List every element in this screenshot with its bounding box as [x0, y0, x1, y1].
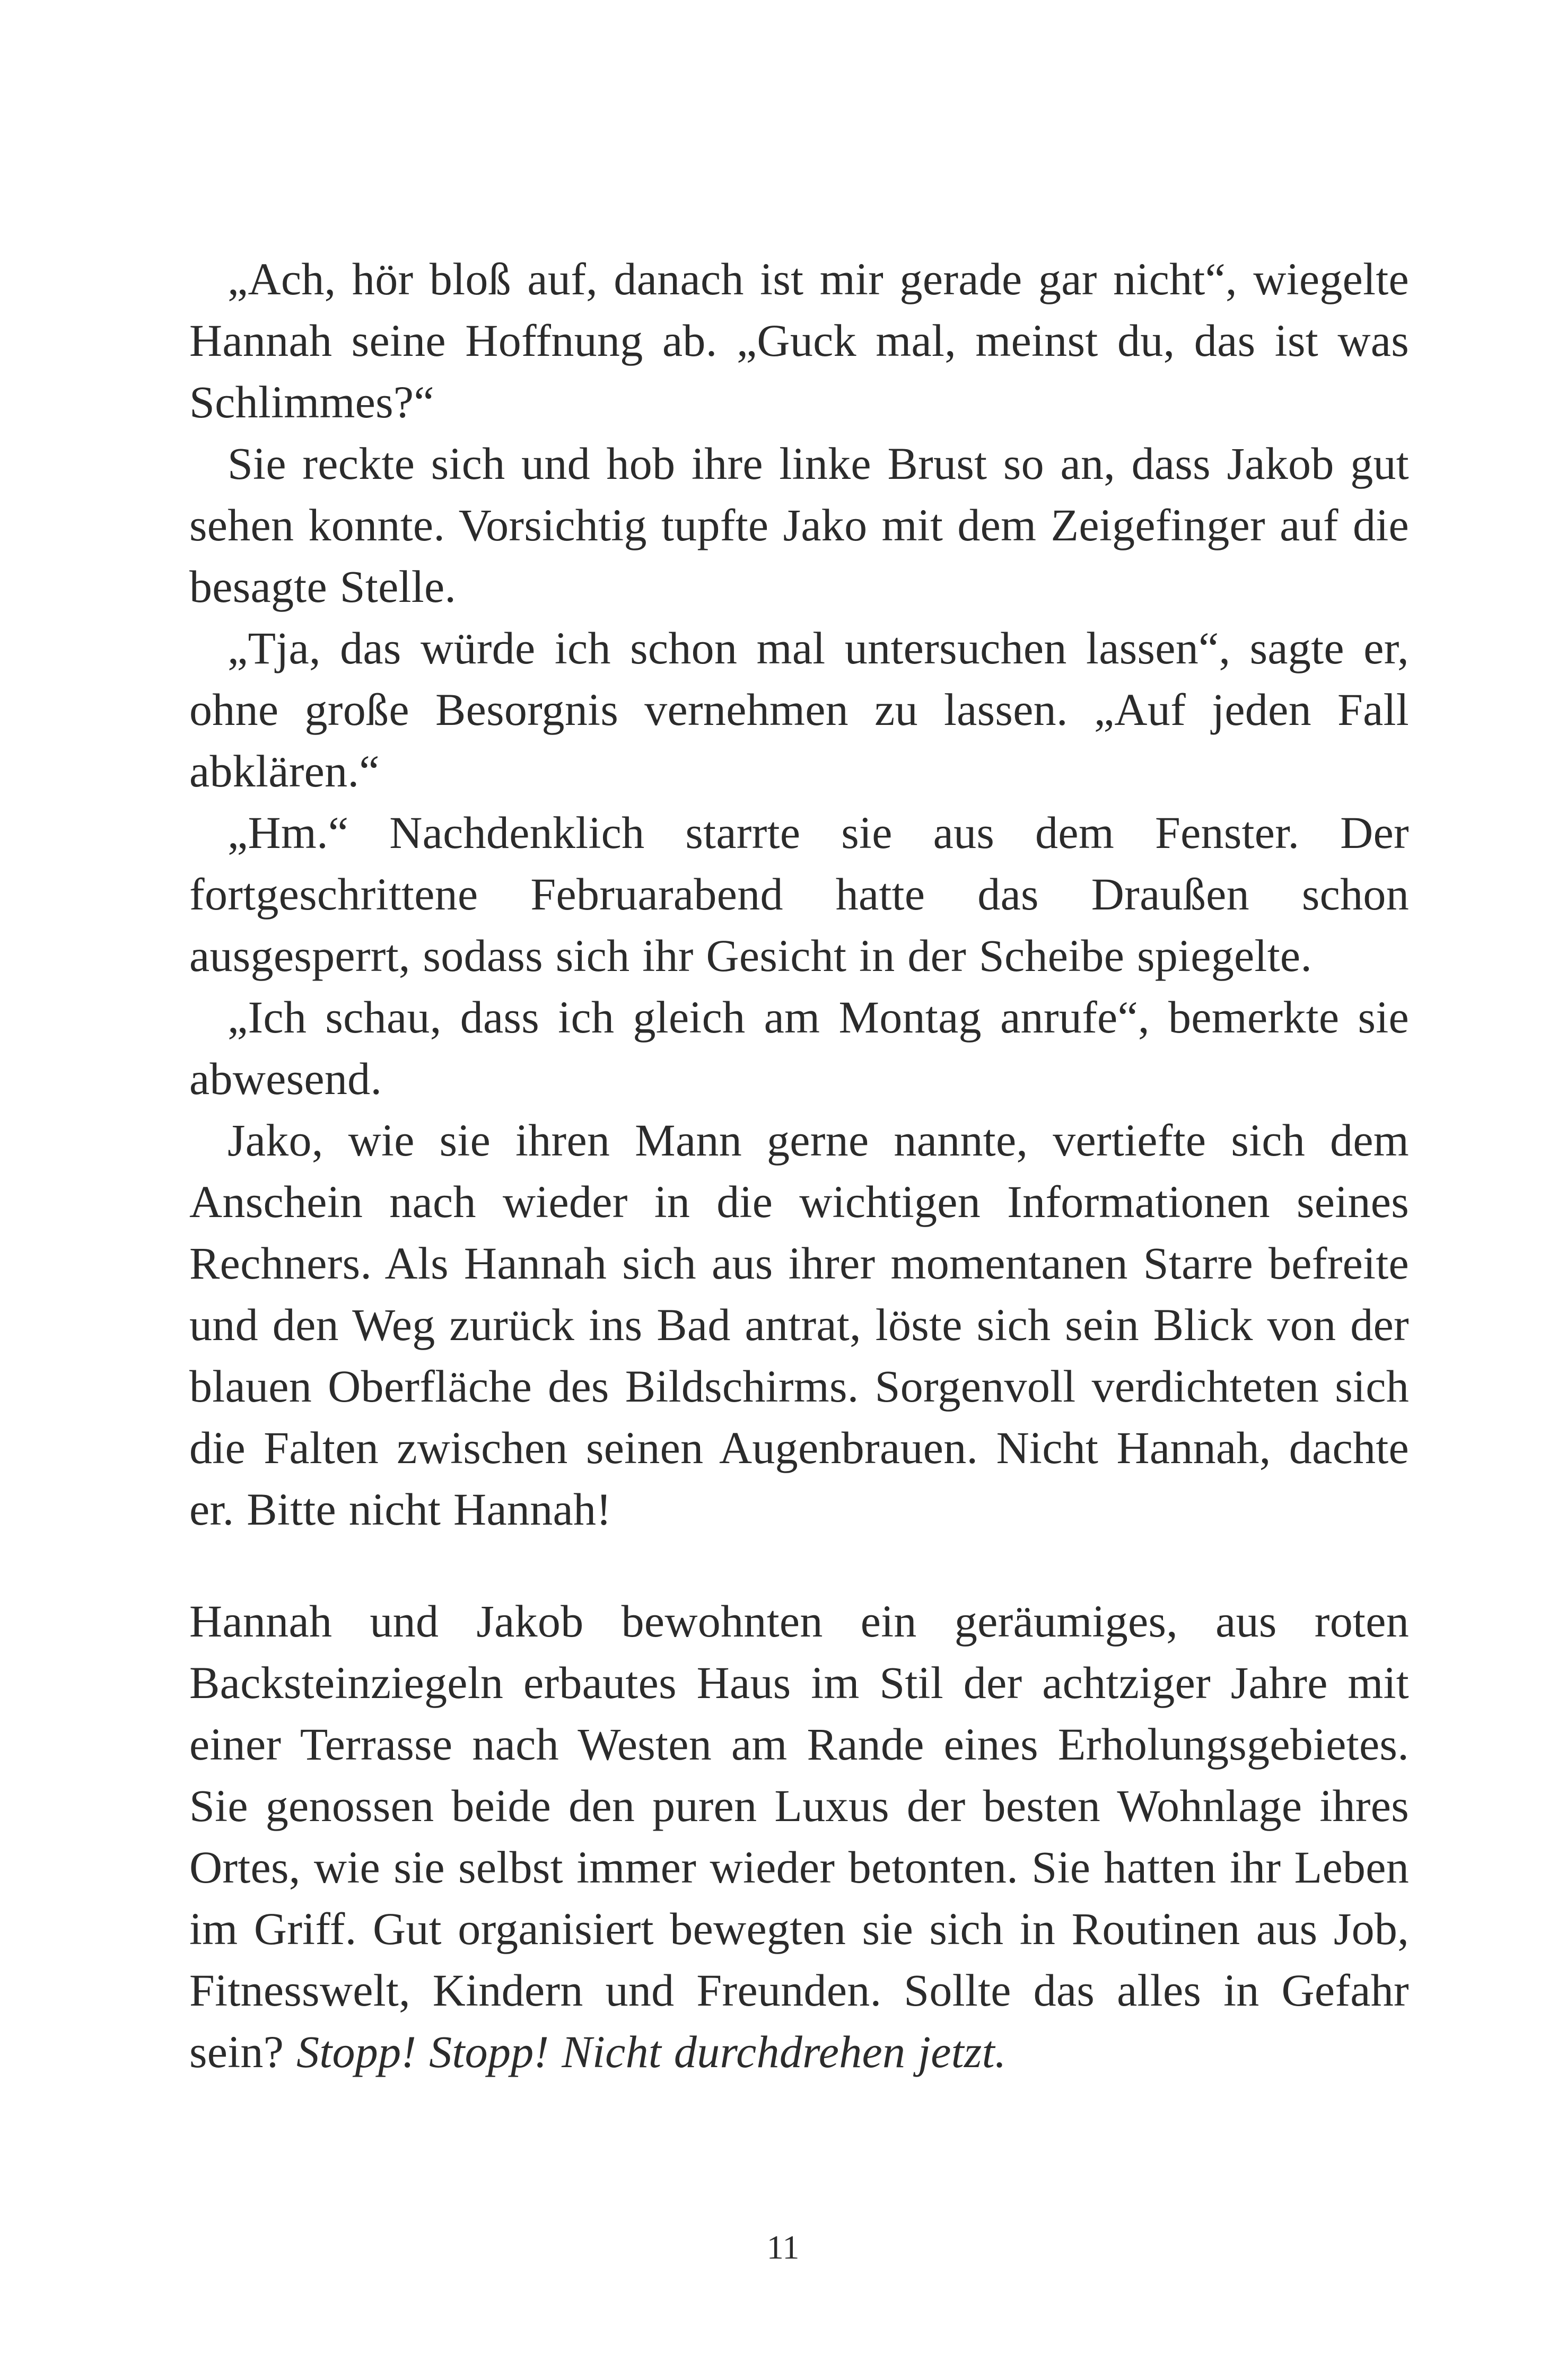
paragraph-6: Jako, wie sie ihren Mann gerne nannte, vertiefte sich dem Anschein nach wieder in die wichtigen Informationen seines Rechners. Als Hannah sich aus ihrer momentanen Starre befreite und den Weg zurück ins Bad antrat, löste sich sein Blick von der blauen Oberfläche des Bildschirms. Sorgenvoll verdichteten sich die Falten zwischen seinen Augenbrauen. Nicht Hannah, dachte er. Bitte nicht Hannah! [189, 1115, 1409, 1535]
text-section-1 [189, 248, 1409, 1540]
paragraph-1: „Ach, hör bloß auf, danach ist mir gerade gar nicht“, wiegelte Hannah seine Hoffnung ab. „Guck mal, meinst du, das ist was Schlimmes?“ [189, 253, 1409, 427]
paragraph-3: „Tja, das würde ich schon mal untersuchen lassen“, sagte er, ohne große Besorgnis vernehmen zu lassen. „Auf jeden Fall abklären.“ [189, 623, 1409, 797]
text-section-2 [189, 1590, 1409, 2082]
paragraph-7 [189, 1590, 1409, 2082]
paragraph-4: „Hm.“ Nachdenklich starrte sie aus dem Fenster. Der fortgeschrittene Februarabend hatte das Draußen schon ausgesperrt, sodass sich ihr Gesicht in der Scheibe spiegelte. [189, 807, 1409, 981]
paragraph-7-text: Hannah und Jakob bewohnten ein geräumiges, aus roten Backsteinziegeln erbautes Haus im Stil der achtziger Jahre mit einer Terrasse nach Westen am Rande eines Erholungsgebietes. Sie genossen beide den puren Luxus der besten Wohnlage ihres Ortes, wie sie selbst immer wieder betonten. Sie hatten ihr Leben im Griff. Gut organisiert bewegten sie sich in Routinen aus Job, Fitnesswelt, Kindern und Freunden. Sollte das alles in Gefahr sein? [189, 1596, 1409, 2077]
paragraph-2: Sie reckte sich und hob ihre linke Brust so an, dass Jakob gut sehen konnte. Vorsichtig tupfte Jako mit dem Zeigefinger auf die besagte Stelle. [189, 438, 1409, 612]
paragraph-5: „Ich schau, dass ich gleich am Montag anrufe“, bemerkte sie abwesend. [189, 992, 1409, 1104]
paragraph-7-italic: Stopp! Stopp! Nicht durchdrehen jetzt. [296, 2026, 1007, 2077]
page-number: 11 [766, 2228, 800, 2266]
